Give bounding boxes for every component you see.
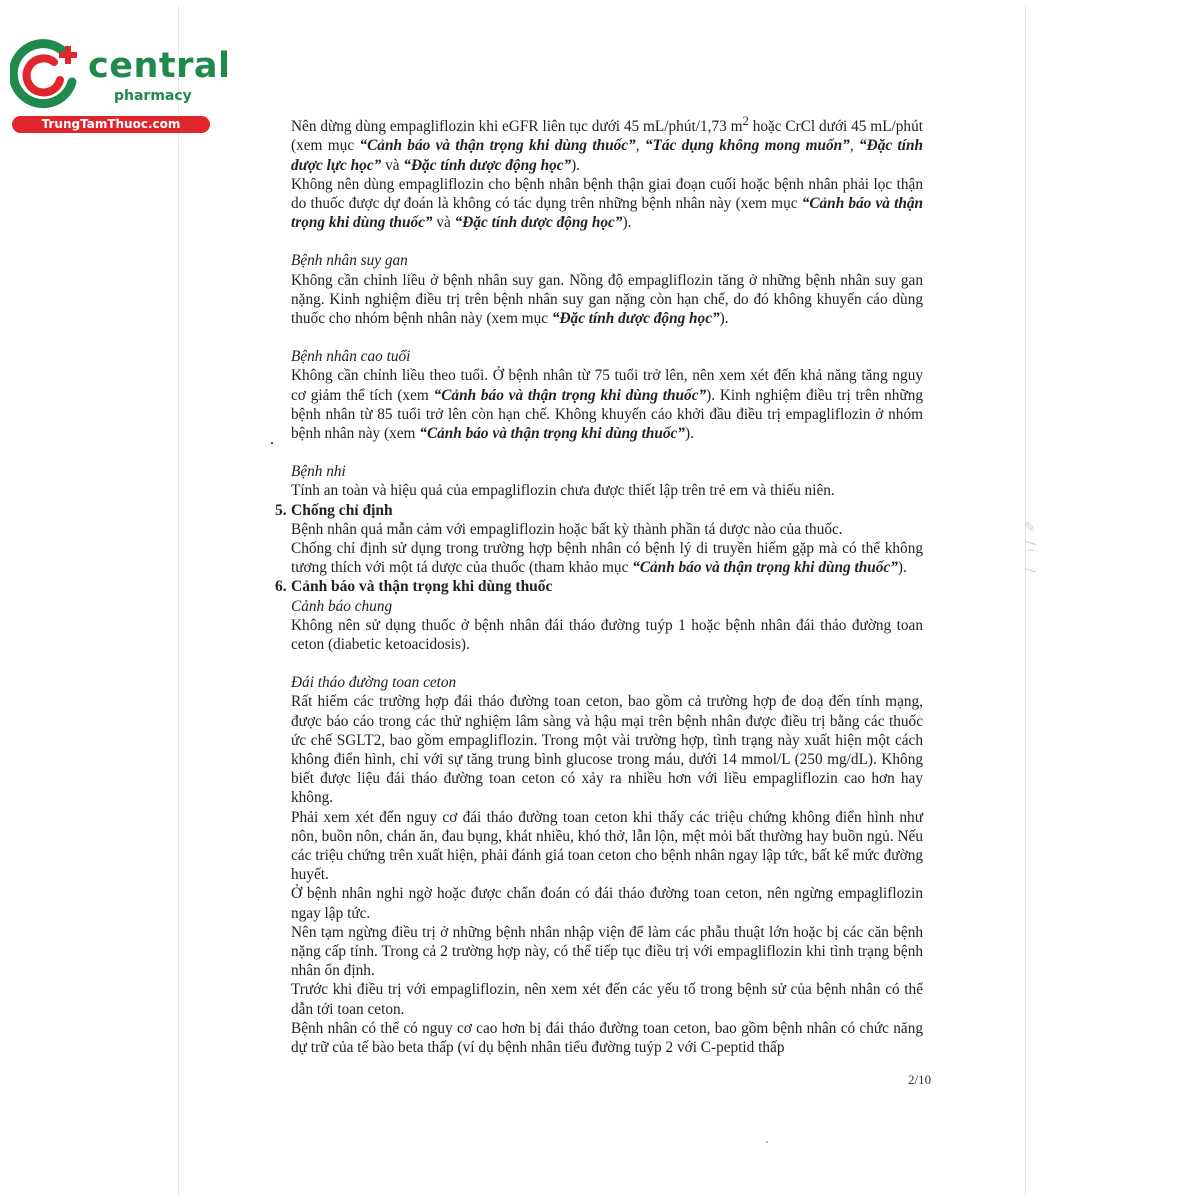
logo-url-badge[interactable]: TrungTamThuoc.com xyxy=(12,116,210,133)
general-warning-paragraph: Không nên sử dụng thuốc ở bệnh nhân đái tháo đường tuýp 1 hoặc bệnh nhân đái tháo đường toan ceton (diabetic ketoacidosis). xyxy=(291,616,923,653)
dka-paragraph-3: Ở bệnh nhân nghi ngờ hoặc được chẩn đoán có đái tháo đường toan ceton, nên ngừng empagliflozin ngay lập tức. xyxy=(291,885,923,922)
dka-paragraph-6: Bệnh nhân có thể có nguy cơ cao hơn bị đái tháo đường toan ceton, bao gồm bệnh nhân có chức năng dự trữ của tế bào beta thấp (ví dụ bệnh nhân tiểu đường tuýp 2 với C-peptid thấp xyxy=(291,1019,923,1057)
elderly-paragraph: Không cần chỉnh liều theo tuổi. Ở bệnh nhân từ 75 tuổi trở lên, nên xem xét đến khả năng tăng nguy cơ giảm thể tích (xem “Cảnh báo và thận trọng khi dùng thuốc”). Kinh nghiệm điều trị trên những bệnh nhân từ 85 tuổi trở lên còn hạn chế. Không khuyến cáo khởi đầu điều trị empagliflozin ở nhóm bệnh nhân này (xem “Cảnh báo và thận trọng khi dùng thuốc”). xyxy=(291,367,923,442)
liver-paragraph: Không cần chỉnh liều ở bệnh nhân suy gan. Nồng độ empagliflozin tăng ở những bệnh nhân suy gan nặng. Kinh nghiệm điều trị trên bệnh nhân suy gan nặng còn hạn chế, do đó không khuyến cáo dùng thuốc cho nhóm bệnh nhân này (xem mục “Đặc tính dược động học”). xyxy=(291,271,923,327)
section-reference: “Đặc tính dược động học” xyxy=(403,156,572,174)
section-reference: “Cảnh báo và thận trọng khi dùng thuốc” xyxy=(433,386,707,404)
logo-brand-text: central xyxy=(88,46,231,86)
document-body xyxy=(275,112,923,1057)
pediatric-paragraph: Tính an toàn và hiệu quả của empagliflozin chưa được thiết lập trên trẻ em và thiếu niên. xyxy=(291,482,835,500)
section-reference: “Cảnh báo và thận trọng khi dùng thuốc” xyxy=(632,559,898,577)
section-6-heading: 6. Cảnh báo và thận trọng khi dùng thuốc xyxy=(275,578,553,596)
section-reference: “Cảnh báo và thận trọng khi dùng thuốc” xyxy=(291,194,923,232)
section-reference: “Cảnh báo và thận trọng khi dùng thuốc” xyxy=(419,424,685,442)
subheading-dka: Đái tháo đường toan ceton xyxy=(291,674,457,692)
contraindication-paragraph-2: Chống chỉ định sử dụng trong trường hợp bệnh nhân có bệnh lý di truyền hiếm gặp mà có thể không tương thích với một tá dược của thuốc (tham khảo mục “Cảnh báo và thận trọng khi dùng thuốc”). xyxy=(291,539,923,577)
central-pharmacy-logo[interactable] xyxy=(10,36,231,136)
subheading-liver: Bệnh nhân suy gan xyxy=(291,252,408,270)
subheading-pediatric: Bệnh nhi xyxy=(291,463,346,481)
section-5-heading: 5. Chống chỉ định xyxy=(275,501,393,519)
renal-paragraph-2: Không nên dùng empagliflozin cho bệnh nhân bệnh thận giai đoạn cuối hoặc bệnh nhân phải lọc thận do thuốc được dự đoán là không có tác dụng trên những bệnh nhân này (xem mục “Cảnh báo và thận trọng khi dùng thuốc” và “Đặc tính dược động học”). xyxy=(291,175,923,232)
dka-paragraph-5: Trước khi điều trị với empagliflozin, nên xem xét đến các yếu tố trong bệnh sử của bệnh nhân có thể dẫn tới toan ceton. xyxy=(291,981,923,1018)
section-reference: “Tác dụng không mong muốn” xyxy=(644,137,850,155)
pharmacy-logo-icon xyxy=(10,36,88,114)
renal-paragraph-1: Nên dừng dùng empagliflozin khi eGFR liên tục dưới 45 mL/phút/1,73 $m^2$ hoặc CrCl dưới 45 mL/phút (xem mục “Cảnh báo và thận trọng khi dùng thuốc”, “Tác dụng không mong muốn”, “Đặc tính dược lực học” và “Đặc tính dược động học”). xyxy=(291,114,923,174)
dka-paragraph-1: Rất hiếm các trường hợp đái tháo đường toan ceton, bao gồm cả trường hợp đe doạ đến tính mạng, được báo cáo trong các thử nghiệm lâm sàng và hậu mại trên bệnh nhân được điều trị bằng các thuốc ức chế SGLT2, bao gồm empagliflozin. Trong một vài trường hợp, tình trạng này xuất hiện một cách không điển hình, chỉ với sự tăng trung bình glucose trong máu, dưới 14 mmol/L (250 mg/dL). Không biết được liệu đái tháo đường toan ceton có xảy ra nhiều hơn với liều empagliflozin cao hơn hay không. xyxy=(291,693,923,807)
dka-paragraph-4: Nên tạm ngừng điều trị ở những bệnh nhân nhập viện để làm các phẫu thuật lớn hoặc bị các căn bệnh nặng cấp tính. Trong cả 2 trường hợp này, có thể tiếp tục điều trị với empagliflozin khi tình trạng bệnh nhân ổn định. xyxy=(291,923,923,980)
scan-speck xyxy=(271,442,273,444)
contraindication-paragraph-1: Bệnh nhân quá mẫn cảm với empagliflozin hoặc bất kỳ thành phần tá dược nào của thuốc. xyxy=(291,520,843,538)
section-reference: “Cảnh báo và thận trọng khi dùng thuốc” xyxy=(359,137,636,155)
section-reference: “Đặc tính dược lực học” xyxy=(291,137,923,174)
dka-paragraph-2: Phải xem xét đến nguy cơ đái tháo đường toan ceton khi thấy các triệu chứng không điển hình như nôn, buồn nôn, chán ăn, đau bụng, khát nhiều, khó thở, lẫn lộn, mệt mỏi bất thường hay buồn ngủ. Nếu các triệu chứng trên xuất hiện, phải đánh giá toan ceton cho bệnh nhân ngay lập tức, bất kể mức đường huyết. xyxy=(291,808,923,884)
subheading-elderly: Bệnh nhân cao tuổi xyxy=(291,348,411,366)
section-reference: “Đặc tính dược động học” xyxy=(454,214,623,232)
section-reference: “Đặc tính dược động học” xyxy=(551,309,720,327)
subheading-general-warning: Cảnh báo chung xyxy=(291,597,393,615)
logo-sub-text: pharmacy xyxy=(114,88,192,104)
scan-speck xyxy=(766,1141,768,1143)
faint-stamp-mark: ✎ ∕ ⌒ ∕ xyxy=(1022,520,1038,573)
page-number: 2/10 xyxy=(908,1072,932,1087)
